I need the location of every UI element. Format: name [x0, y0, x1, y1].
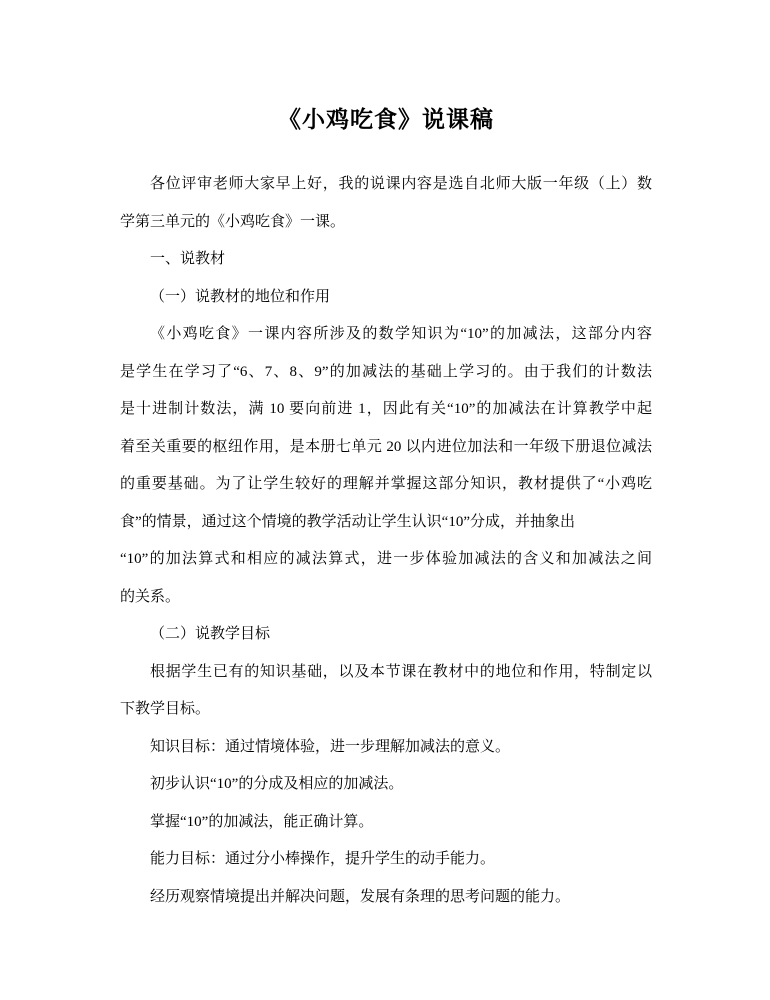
document-title: 《小鸡吃食》说课稿: [278, 107, 494, 132]
text-line: 是十进制计数法，满 10 要向前进 1，因此有关“10”的加减法在计算教学中起: [120, 401, 652, 417]
text-line: 经历观察情境提出并解决问题，发展有条理的思考问题的能力。: [150, 888, 571, 905]
text-line: 的关系。: [120, 588, 181, 605]
text-line: 初步认识“10”的分成及相应的加减法。: [150, 776, 404, 792]
text-line: 的重要基础。为了让学生较好的理解并掌握这部分知识，教材提供了“小鸡吃: [120, 476, 652, 492]
text-line: 一、说教材: [150, 251, 226, 267]
text-line: 根据学生已有的知识基础，以及本节课在教材中的地位和作用，特制定以: [150, 663, 652, 680]
text-line: （一）说教材的地位和作用: [150, 288, 331, 305]
text-line: 能力目标：通过分小棒操作，提升学生的动手能力。: [150, 851, 496, 867]
text-line: 食”的情景，通过这个情境的教学活动让学生认识“10”分成，并抽象出: [120, 513, 575, 530]
text-line: 是学生在学习了“6、7、8、9”的加减法的基础上学习的。由于我们的计数法: [120, 363, 652, 380]
text-line: “10”的加法算式和相应的减法算式，进一步体验加减法的含义和加减法之间: [120, 551, 652, 567]
text-line: 各位评审老师大家早上好，我的说课内容是选自北师大版一年级（上）数: [150, 176, 652, 192]
text-line: 着至关重要的枢纽作用，是本册七单元 20 以内进位加法和一年级下册退位减法: [120, 438, 652, 455]
text-line: 下教学目标。: [120, 701, 211, 717]
text-line: 掌握“10”的加减法，能正确计算。: [150, 813, 374, 830]
document-content: [120, 106, 652, 916]
text-line: 学第三单元的《小鸡吃食》一课。: [120, 213, 346, 230]
document-lines: [120, 166, 652, 916]
text-line: （二）说教学目标: [150, 626, 271, 642]
text-line: 知识目标：通过情境体验，进一步理解加减法的意义。: [150, 738, 511, 755]
text-line: 《小鸡吃食》一课内容所涉及的数学知识为“10”的加减法，这部分内容: [150, 326, 652, 342]
